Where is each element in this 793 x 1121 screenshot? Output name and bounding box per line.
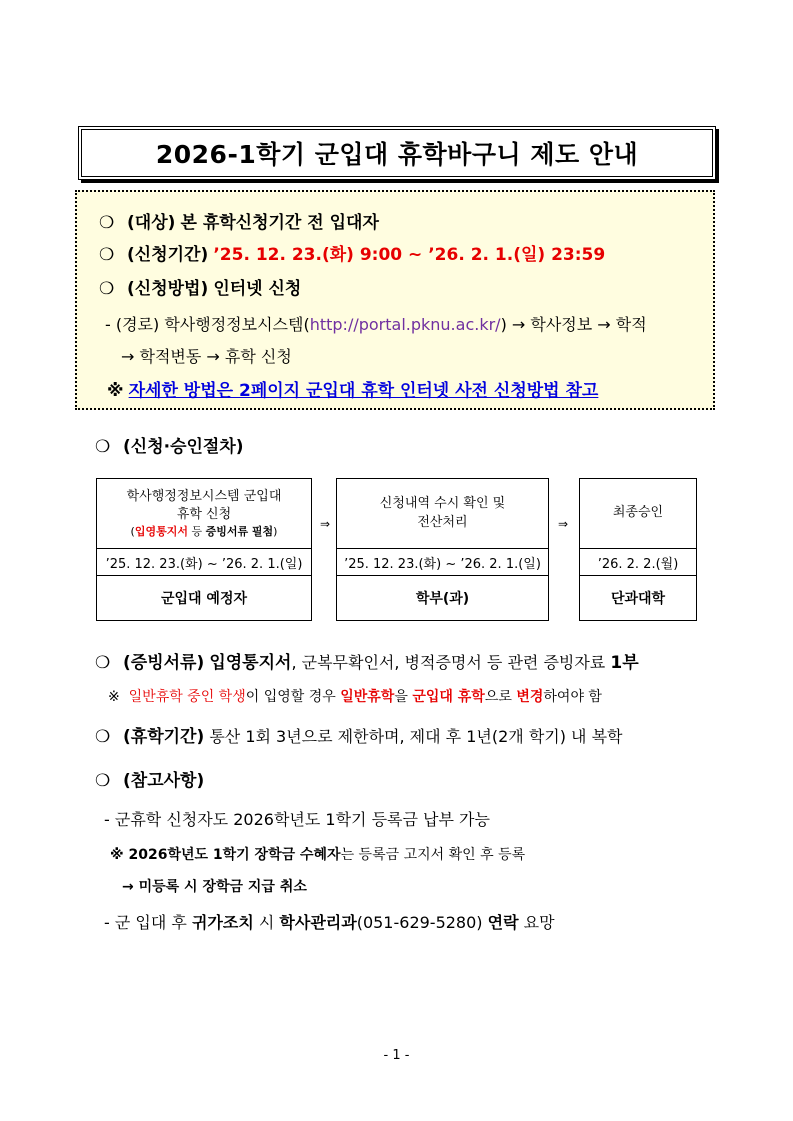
step-review <box>336 478 549 621</box>
target-label: (대상) <box>127 213 176 233</box>
leave-period-label: (휴학기간) <box>123 727 205 747</box>
notes-line2-text: 는 등록금 고지서 확인 후 등록 <box>340 847 526 863</box>
flow-arrow-icon: ⇒ <box>558 517 569 531</box>
step-approve-line1: 최종승인 <box>612 505 664 521</box>
notes-line4 <box>104 910 555 933</box>
notes-label: (참고사항) <box>123 771 205 791</box>
step-apply-desc <box>97 479 311 548</box>
page-title: 2026-1학기 군입대 휴학바구니 제도 안내 <box>81 129 713 177</box>
step-approve-desc <box>580 479 696 548</box>
documents-bold1: 입영통지서 <box>209 653 292 673</box>
procedure-heading <box>95 432 244 457</box>
note-red1: 일반휴학 중인 학생 <box>128 689 246 705</box>
leave-period-line <box>95 722 623 747</box>
notes-line1: - 군휴학 신청자도 2026학년도 1학기 등록금 납부 가능 <box>104 810 490 829</box>
period-label: (신청기간) <box>127 245 209 265</box>
note-mark: ※ <box>107 381 124 401</box>
target-line <box>99 208 379 233</box>
period-text: ’25. 12. 23.(화) 9:00 ~ ’26. 2. 1.(일) 23:59 <box>213 245 606 265</box>
note-t4: 하여야 함 <box>543 689 602 705</box>
route-line <box>105 312 647 335</box>
method-label: (신청방법) <box>127 279 209 299</box>
bullet-icon: ❍ <box>99 279 115 299</box>
note-t3: 으로 <box>484 689 517 705</box>
notes-heading <box>95 766 204 791</box>
portal-link[interactable]: http://portal.pknu.ac.kr/ <box>309 315 501 334</box>
documents-note <box>108 686 602 706</box>
method-line <box>99 274 301 299</box>
route-suffix: ) → 학사정보 → 학적 <box>500 315 647 334</box>
line4-g: 요망 <box>518 913 555 932</box>
line4-f: 연락 <box>487 913 519 932</box>
step-apply-owner: 군입대 예정자 <box>160 591 248 607</box>
step-review-line1: 신청내역 수시 확인 및 <box>379 496 506 512</box>
step-approve <box>579 478 697 621</box>
documents-bold2: 1부 <box>610 653 639 673</box>
bullet-icon: ❍ <box>95 437 111 457</box>
note-red: 입영통지서 <box>134 524 188 538</box>
flow-arrow-icon: ⇒ <box>320 517 331 531</box>
step-apply <box>96 478 312 621</box>
step-apply-line1: 학사행정정보시스템 군입대 <box>126 488 282 504</box>
note-red3: 군입대 휴학 <box>412 689 485 705</box>
bullet-icon: ❍ <box>99 213 115 233</box>
step-review-line2: 전산처리 <box>417 514 468 530</box>
note-red2: 일반휴학 <box>340 689 395 705</box>
note-t1: 이 입영할 경우 <box>245 689 341 705</box>
info-box <box>75 190 715 410</box>
method-text: 인터넷 신청 <box>213 279 302 299</box>
scholarship-recipient: ※ 2026학년도 1학기 장학금 수혜자 <box>110 847 341 863</box>
note-red4: 변경 <box>516 689 544 705</box>
note-t2: 을 <box>394 689 413 705</box>
documents-label: (증빙서류) <box>123 653 205 673</box>
bullet-icon: ❍ <box>95 653 111 673</box>
target-text: 본 휴학신청기간 전 입대자 <box>180 213 379 233</box>
line4-a: - 군 입대 후 <box>104 913 192 932</box>
step-review-date: ’25. 12. 23.(화) ~ ’26. 2. 1.(일) <box>337 548 548 576</box>
line4-b: 귀가조치 <box>191 913 254 932</box>
documents-text1: , 군복무확인서, 병적증명서 등 관련 증빙자료 <box>291 653 611 672</box>
page-number: - 1 - <box>383 1048 410 1063</box>
step-apply-line2: 휴학 신청 <box>176 506 232 522</box>
leave-period-text: 통산 1회 3년으로 제한하며, 제대 후 1년(2개 학기) 내 복학 <box>209 727 623 746</box>
notes-line2 <box>110 844 525 864</box>
procedure-label: (신청·승인절차) <box>123 437 244 457</box>
route-line-2: → 학적변동 → 휴학 신청 <box>121 347 292 366</box>
note-mid: 등 <box>187 524 206 538</box>
bullet-icon: ❍ <box>95 771 111 791</box>
documents-note-mark: ※ <box>108 689 120 705</box>
route-prefix: - (경로) 학사행정정보시스템( <box>105 315 310 334</box>
step-apply-date: ’25. 12. 23.(화) ~ ’26. 2. 1.(일) <box>97 548 311 576</box>
step-review-owner: 학부(과) <box>415 591 470 607</box>
step-review-desc <box>337 479 548 548</box>
note-open: ( <box>130 524 135 538</box>
step-approve-owner: 단과대학 <box>610 591 666 607</box>
note-bold: 증빙서류 필첨 <box>205 524 274 538</box>
line4-c: 시 <box>253 913 280 932</box>
period-line <box>99 240 605 265</box>
step-apply-note <box>127 524 282 539</box>
notes-line3: → 미등록 시 장학금 지급 취소 <box>122 879 307 895</box>
documents-line <box>95 648 639 673</box>
method-note <box>107 376 598 401</box>
bullet-icon: ❍ <box>99 245 115 265</box>
title-box <box>78 126 716 180</box>
line4-e: (051-629-5280) <box>356 913 488 932</box>
line4-d: 학사관리과 <box>279 913 357 932</box>
note-close: ) <box>273 524 278 538</box>
step-approve-date: ’26. 2. 2.(월) <box>580 548 696 576</box>
method-guide-link[interactable]: 자세한 방법은 2페이지 군입대 휴학 인터넷 사전 신청방법 참고 <box>128 381 599 401</box>
bullet-icon: ❍ <box>95 727 111 747</box>
